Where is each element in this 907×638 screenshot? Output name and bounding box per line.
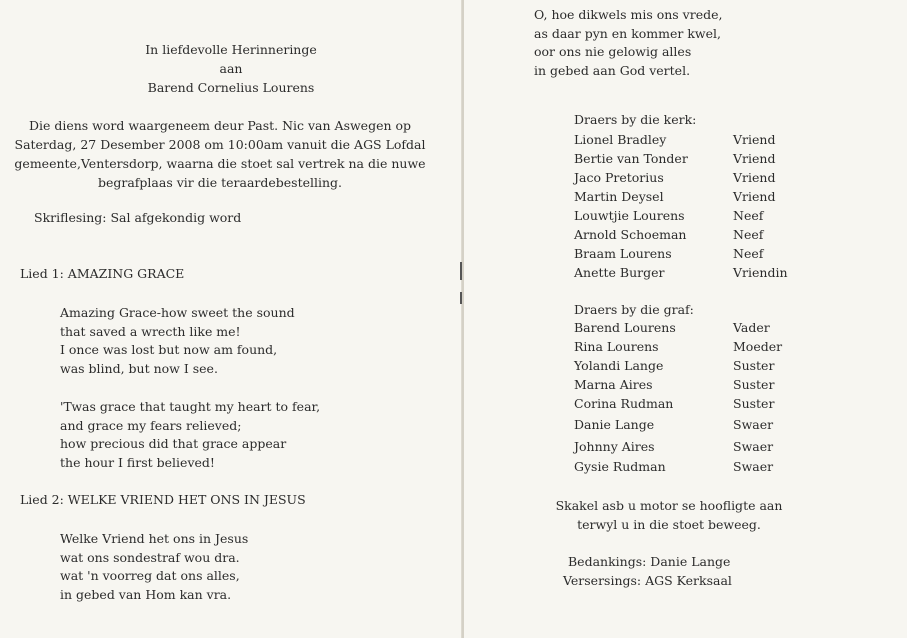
song1-verse1 bbox=[60, 304, 295, 379]
heading-line: aan bbox=[219, 61, 243, 76]
scripture-reading: Skriflesing: Sal afgekondig word bbox=[34, 210, 242, 225]
song2-title: Lied 2: WELKE VRIEND HET ONS IN JESUS bbox=[20, 492, 306, 507]
service-line: gemeente,Ventersdorp, waarna die stoet sal vertrek na die nuwe bbox=[14, 156, 426, 171]
bearer-name: Martin Deysel bbox=[574, 189, 664, 204]
bearer-relation: Vriend bbox=[733, 170, 776, 185]
bearer-name: Marna Aires bbox=[574, 377, 653, 392]
bearer-relation: Suster bbox=[733, 358, 775, 373]
thanks-line: Bedankings: Danie Lange bbox=[568, 554, 731, 569]
bearer-name: Johnny Aires bbox=[574, 439, 655, 454]
bearer-name: Yolandi Lange bbox=[574, 358, 664, 373]
bearer-name: Braam Lourens bbox=[574, 246, 672, 261]
lyric-line: that saved a wrecth like me! bbox=[60, 323, 241, 339]
lyric-line: I once was lost but now am found, bbox=[60, 342, 278, 358]
bearer-name: Barend Lourens bbox=[574, 320, 676, 335]
refreshments-line: Versersings: AGS Kerksaal bbox=[563, 573, 732, 588]
bearer-name: Jaco Pretorius bbox=[574, 170, 664, 185]
bearer-relation: Moeder bbox=[733, 339, 783, 354]
bearer-relation: Neef bbox=[733, 246, 764, 261]
bearer-name: Corina Rudman bbox=[574, 396, 674, 411]
lyric-line: in gebed van Hom kan vra. bbox=[60, 587, 232, 603]
lyric-line: was blind, but now I see. bbox=[60, 361, 218, 377]
right-page bbox=[464, 0, 907, 638]
lyric-line: wat 'n voorreg dat ons alles, bbox=[60, 568, 240, 584]
service-line: Saterdag, 27 Desember 2008 om 10:00am vanuit die AGS Lofdal bbox=[14, 137, 426, 152]
lyric-line: how precious did that grace appear bbox=[60, 436, 287, 452]
bearer-name: Danie Lange bbox=[574, 417, 655, 432]
song1-title: Lied 1: AMAZING GRACE bbox=[20, 266, 185, 281]
bearer-name: Bertie van Tonder bbox=[574, 151, 688, 166]
service-line: Die diens word waargeneem deur Past. Nic van Aswegen op bbox=[28, 118, 412, 133]
bearer-name: Rina Lourens bbox=[574, 339, 659, 354]
bearer-relation: Vriend bbox=[733, 189, 776, 204]
song2-verse1 bbox=[60, 530, 248, 605]
bearer-name: Anette Burger bbox=[574, 265, 665, 280]
bearer-relation: Vriendin bbox=[733, 265, 788, 280]
lyric-line: Welke Vriend het ons in Jesus bbox=[60, 531, 249, 546]
bearer-relation: Swaer bbox=[733, 439, 774, 454]
bearer-name: Gysie Rudman bbox=[574, 459, 666, 474]
bearer-relation: Vriend bbox=[733, 151, 776, 166]
bearer-name: Louwtjie Lourens bbox=[574, 208, 685, 223]
lyric-line: oor ons nie gelowig alles bbox=[534, 44, 692, 60]
notice-line: terwyl u in die stoet beweeg. bbox=[577, 517, 761, 532]
fold-mark bbox=[460, 262, 462, 280]
lyric-line: wat ons sondestraf wou dra. bbox=[60, 549, 240, 565]
church-bearers-title: Draers by die kerk: bbox=[574, 112, 697, 127]
song1-verse2 bbox=[60, 398, 320, 473]
bearer-relation: Swaer bbox=[733, 459, 774, 474]
lyric-line: Amazing Grace-how sweet the sound bbox=[60, 305, 295, 320]
memorial-heading bbox=[0, 40, 462, 97]
bearer-relation: Swaer bbox=[733, 417, 774, 432]
lyric-line: the hour I first believed! bbox=[60, 455, 215, 471]
heading-line: In liefdevolle Herinneringe bbox=[145, 42, 317, 57]
lyric-line: 'Twas grace that taught my heart to fear, bbox=[60, 399, 321, 414]
deceased-name: Barend Cornelius Lourens bbox=[147, 80, 315, 95]
bearer-relation: Vriend bbox=[733, 132, 776, 147]
bearer-relation: Suster bbox=[733, 377, 775, 392]
lyric-line: as daar pyn en kommer kwel, bbox=[534, 25, 721, 41]
lyric-line: O, hoe dikwels mis ons vrede, bbox=[534, 7, 723, 22]
bearer-name: Arnold Schoeman bbox=[574, 227, 687, 242]
service-details bbox=[0, 116, 440, 192]
bearer-relation: Neef bbox=[733, 208, 764, 223]
bearer-name: Lionel Bradley bbox=[574, 132, 667, 147]
bearer-relation: Neef bbox=[733, 227, 764, 242]
service-line: begrafplaas vir die teraardebestelling. bbox=[97, 175, 343, 190]
notice-line: Skakel asb u motor se hoofligte aan bbox=[555, 498, 783, 513]
bearer-relation: Suster bbox=[733, 396, 775, 411]
lyric-line: and grace my fears relieved; bbox=[60, 417, 242, 433]
headlights-notice bbox=[524, 496, 814, 534]
grave-bearers-title: Draers by die graf: bbox=[574, 302, 694, 317]
bearer-relation: Vader bbox=[733, 320, 770, 335]
lyric-line: in gebed aan God vertel. bbox=[534, 63, 691, 79]
fold-mark bbox=[460, 292, 462, 304]
song2-verse2 bbox=[534, 6, 722, 81]
